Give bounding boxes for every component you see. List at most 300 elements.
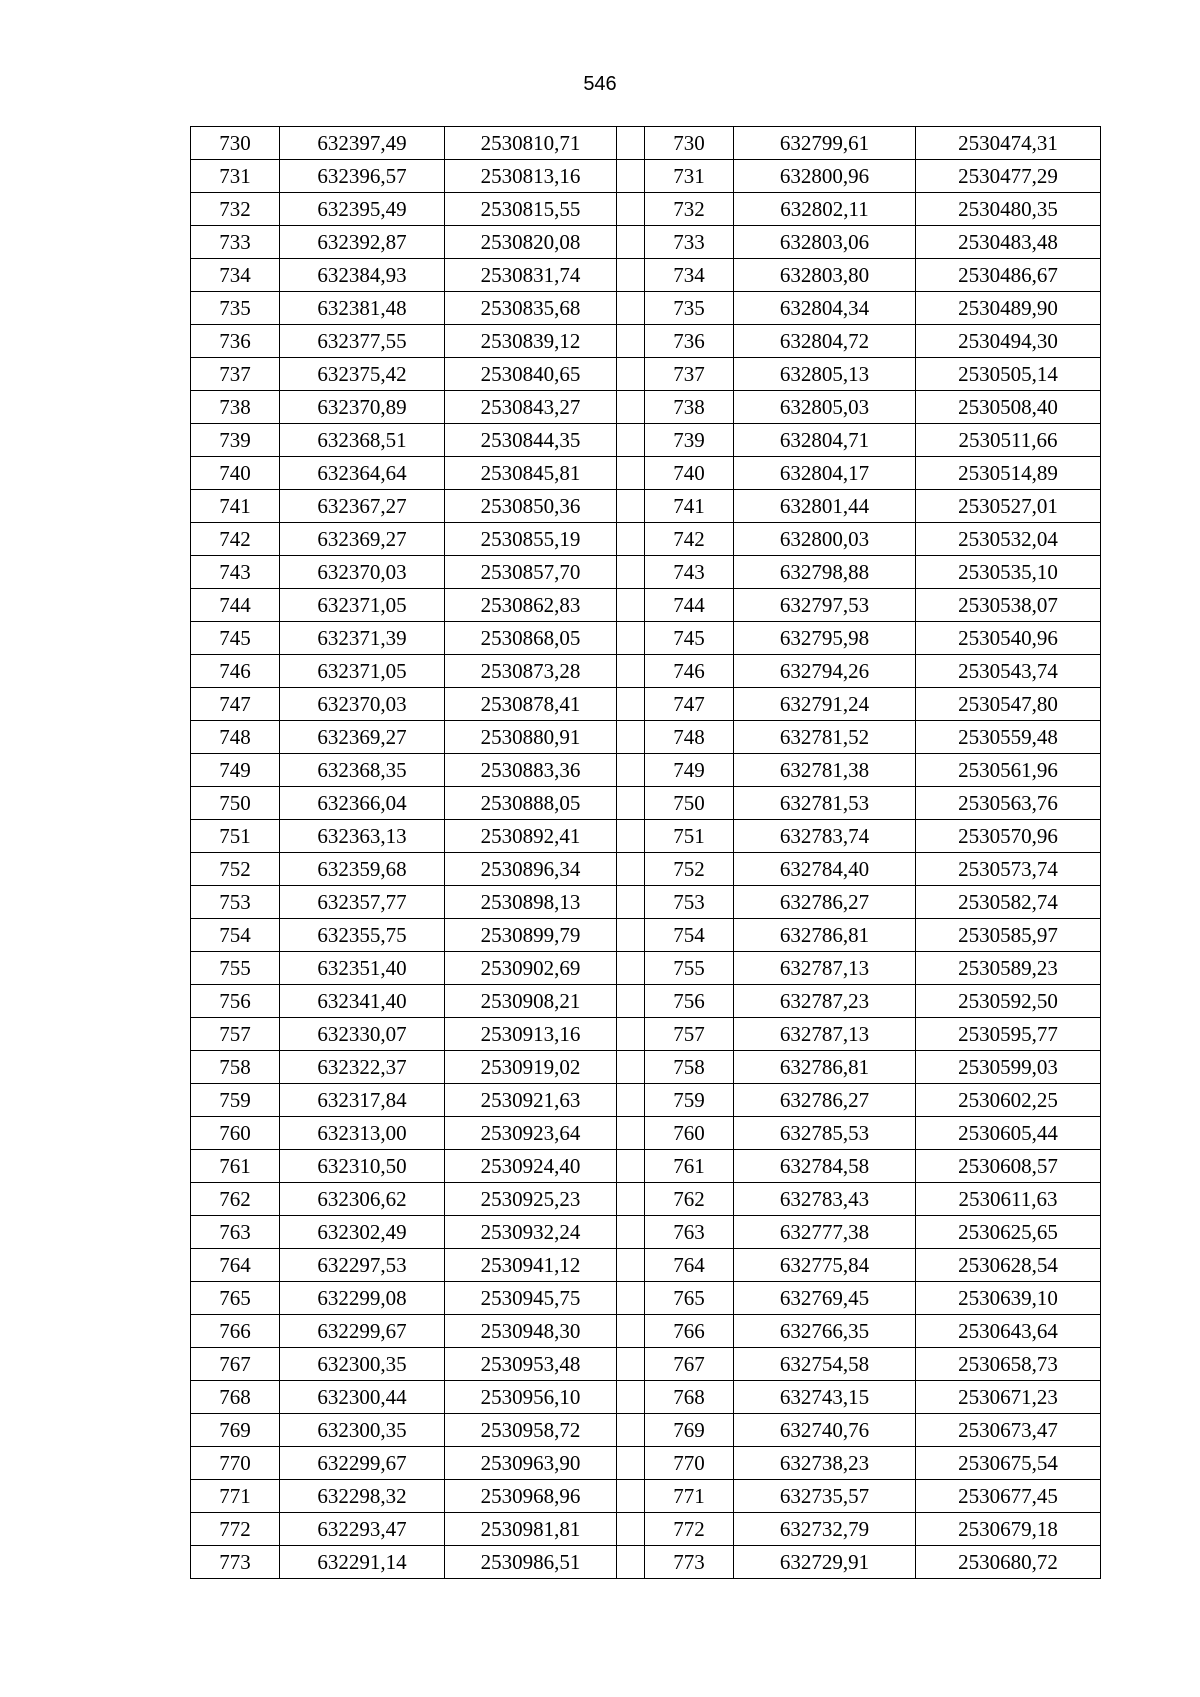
left-point-number-cell: 768 bbox=[191, 1381, 280, 1414]
table-row bbox=[191, 127, 1101, 160]
table-row bbox=[191, 193, 1101, 226]
right-y-coordinate-cell: 2530486,67 bbox=[916, 259, 1101, 292]
table-row bbox=[191, 1480, 1101, 1513]
right-x-coordinate-cell: 632801,44 bbox=[734, 490, 916, 523]
left-y-coordinate-cell: 2530956,10 bbox=[445, 1381, 617, 1414]
left-point-number-cell: 767 bbox=[191, 1348, 280, 1381]
table-row bbox=[191, 688, 1101, 721]
left-x-coordinate-cell: 632300,35 bbox=[280, 1414, 445, 1447]
right-x-coordinate-cell: 632804,72 bbox=[734, 325, 916, 358]
left-point-number-cell: 738 bbox=[191, 391, 280, 424]
left-point-number-cell: 746 bbox=[191, 655, 280, 688]
right-x-coordinate-cell: 632732,79 bbox=[734, 1513, 916, 1546]
left-point-number-cell: 757 bbox=[191, 1018, 280, 1051]
spacer-cell bbox=[617, 1480, 645, 1513]
table-row bbox=[191, 292, 1101, 325]
table-row bbox=[191, 787, 1101, 820]
left-y-coordinate-cell: 2530945,75 bbox=[445, 1282, 617, 1315]
spacer-cell bbox=[617, 391, 645, 424]
table-row bbox=[191, 1315, 1101, 1348]
right-point-number-cell: 748 bbox=[645, 721, 734, 754]
right-point-number-cell: 741 bbox=[645, 490, 734, 523]
spacer-cell bbox=[617, 820, 645, 853]
left-point-number-cell: 760 bbox=[191, 1117, 280, 1150]
table-row bbox=[191, 589, 1101, 622]
spacer-cell bbox=[617, 1513, 645, 1546]
right-y-coordinate-cell: 2530639,10 bbox=[916, 1282, 1101, 1315]
spacer-cell bbox=[617, 358, 645, 391]
right-y-coordinate-cell: 2530643,64 bbox=[916, 1315, 1101, 1348]
left-point-number-cell: 740 bbox=[191, 457, 280, 490]
left-x-coordinate-cell: 632368,51 bbox=[280, 424, 445, 457]
left-x-coordinate-cell: 632300,44 bbox=[280, 1381, 445, 1414]
left-point-number-cell: 773 bbox=[191, 1546, 280, 1579]
left-y-coordinate-cell: 2530898,13 bbox=[445, 886, 617, 919]
right-x-coordinate-cell: 632800,96 bbox=[734, 160, 916, 193]
left-x-coordinate-cell: 632371,05 bbox=[280, 589, 445, 622]
right-y-coordinate-cell: 2530474,31 bbox=[916, 127, 1101, 160]
left-point-number-cell: 753 bbox=[191, 886, 280, 919]
left-y-coordinate-cell: 2530941,12 bbox=[445, 1249, 617, 1282]
left-y-coordinate-cell: 2530843,27 bbox=[445, 391, 617, 424]
left-point-number-cell: 755 bbox=[191, 952, 280, 985]
left-point-number-cell: 766 bbox=[191, 1315, 280, 1348]
left-x-coordinate-cell: 632355,75 bbox=[280, 919, 445, 952]
left-y-coordinate-cell: 2530840,65 bbox=[445, 358, 617, 391]
right-y-coordinate-cell: 2530673,47 bbox=[916, 1414, 1101, 1447]
right-point-number-cell: 770 bbox=[645, 1447, 734, 1480]
right-x-coordinate-cell: 632775,84 bbox=[734, 1249, 916, 1282]
right-y-coordinate-cell: 2530585,97 bbox=[916, 919, 1101, 952]
table-row bbox=[191, 622, 1101, 655]
left-y-coordinate-cell: 2530899,79 bbox=[445, 919, 617, 952]
table-row bbox=[191, 1546, 1101, 1579]
left-y-coordinate-cell: 2530844,35 bbox=[445, 424, 617, 457]
left-point-number-cell: 743 bbox=[191, 556, 280, 589]
right-y-coordinate-cell: 2530611,63 bbox=[916, 1183, 1101, 1216]
left-x-coordinate-cell: 632291,14 bbox=[280, 1546, 445, 1579]
right-point-number-cell: 764 bbox=[645, 1249, 734, 1282]
right-x-coordinate-cell: 632791,24 bbox=[734, 688, 916, 721]
left-y-coordinate-cell: 2530981,81 bbox=[445, 1513, 617, 1546]
left-y-coordinate-cell: 2530902,69 bbox=[445, 952, 617, 985]
table-row bbox=[191, 1348, 1101, 1381]
left-x-coordinate-cell: 632384,93 bbox=[280, 259, 445, 292]
right-point-number-cell: 757 bbox=[645, 1018, 734, 1051]
left-y-coordinate-cell: 2530953,48 bbox=[445, 1348, 617, 1381]
table-row bbox=[191, 160, 1101, 193]
left-x-coordinate-cell: 632359,68 bbox=[280, 853, 445, 886]
right-point-number-cell: 734 bbox=[645, 259, 734, 292]
spacer-cell bbox=[617, 754, 645, 787]
left-y-coordinate-cell: 2530839,12 bbox=[445, 325, 617, 358]
right-x-coordinate-cell: 632783,43 bbox=[734, 1183, 916, 1216]
right-x-coordinate-cell: 632805,03 bbox=[734, 391, 916, 424]
left-y-coordinate-cell: 2530963,90 bbox=[445, 1447, 617, 1480]
right-y-coordinate-cell: 2530483,48 bbox=[916, 226, 1101, 259]
left-point-number-cell: 734 bbox=[191, 259, 280, 292]
right-point-number-cell: 749 bbox=[645, 754, 734, 787]
right-x-coordinate-cell: 632786,27 bbox=[734, 1084, 916, 1117]
left-point-number-cell: 764 bbox=[191, 1249, 280, 1282]
left-x-coordinate-cell: 632297,53 bbox=[280, 1249, 445, 1282]
right-x-coordinate-cell: 632777,38 bbox=[734, 1216, 916, 1249]
left-y-coordinate-cell: 2530896,34 bbox=[445, 853, 617, 886]
left-y-coordinate-cell: 2530845,81 bbox=[445, 457, 617, 490]
spacer-cell bbox=[617, 325, 645, 358]
right-x-coordinate-cell: 632786,81 bbox=[734, 919, 916, 952]
table-row bbox=[191, 358, 1101, 391]
table-row bbox=[191, 754, 1101, 787]
left-point-number-cell: 772 bbox=[191, 1513, 280, 1546]
spacer-cell bbox=[617, 1150, 645, 1183]
left-x-coordinate-cell: 632364,64 bbox=[280, 457, 445, 490]
right-point-number-cell: 768 bbox=[645, 1381, 734, 1414]
right-point-number-cell: 735 bbox=[645, 292, 734, 325]
left-x-coordinate-cell: 632341,40 bbox=[280, 985, 445, 1018]
left-x-coordinate-cell: 632302,49 bbox=[280, 1216, 445, 1249]
spacer-cell bbox=[617, 1381, 645, 1414]
spacer-cell bbox=[617, 490, 645, 523]
spacer-cell bbox=[617, 1348, 645, 1381]
left-point-number-cell: 759 bbox=[191, 1084, 280, 1117]
left-y-coordinate-cell: 2530925,23 bbox=[445, 1183, 617, 1216]
left-x-coordinate-cell: 632330,07 bbox=[280, 1018, 445, 1051]
right-y-coordinate-cell: 2530563,76 bbox=[916, 787, 1101, 820]
right-y-coordinate-cell: 2530540,96 bbox=[916, 622, 1101, 655]
table-row bbox=[191, 820, 1101, 853]
left-point-number-cell: 752 bbox=[191, 853, 280, 886]
table-row bbox=[191, 424, 1101, 457]
left-x-coordinate-cell: 632300,35 bbox=[280, 1348, 445, 1381]
left-y-coordinate-cell: 2530810,71 bbox=[445, 127, 617, 160]
right-point-number-cell: 771 bbox=[645, 1480, 734, 1513]
table-row bbox=[191, 952, 1101, 985]
right-y-coordinate-cell: 2530489,90 bbox=[916, 292, 1101, 325]
right-y-coordinate-cell: 2530532,04 bbox=[916, 523, 1101, 556]
table-row bbox=[191, 655, 1101, 688]
left-x-coordinate-cell: 632375,42 bbox=[280, 358, 445, 391]
spacer-cell bbox=[617, 622, 645, 655]
right-x-coordinate-cell: 632787,13 bbox=[734, 1018, 916, 1051]
table-row bbox=[191, 886, 1101, 919]
spacer-cell bbox=[617, 424, 645, 457]
left-x-coordinate-cell: 632396,57 bbox=[280, 160, 445, 193]
right-y-coordinate-cell: 2530675,54 bbox=[916, 1447, 1101, 1480]
left-x-coordinate-cell: 632370,03 bbox=[280, 556, 445, 589]
table-row bbox=[191, 1018, 1101, 1051]
table-row bbox=[191, 919, 1101, 952]
right-x-coordinate-cell: 632781,52 bbox=[734, 721, 916, 754]
table-row bbox=[191, 1051, 1101, 1084]
table-row bbox=[191, 1282, 1101, 1315]
spacer-cell bbox=[617, 853, 645, 886]
left-point-number-cell: 771 bbox=[191, 1480, 280, 1513]
left-x-coordinate-cell: 632369,27 bbox=[280, 523, 445, 556]
left-point-number-cell: 754 bbox=[191, 919, 280, 952]
spacer-cell bbox=[617, 688, 645, 721]
right-y-coordinate-cell: 2530592,50 bbox=[916, 985, 1101, 1018]
left-y-coordinate-cell: 2530873,28 bbox=[445, 655, 617, 688]
spacer-cell bbox=[617, 787, 645, 820]
right-point-number-cell: 763 bbox=[645, 1216, 734, 1249]
right-y-coordinate-cell: 2530679,18 bbox=[916, 1513, 1101, 1546]
right-y-coordinate-cell: 2530527,01 bbox=[916, 490, 1101, 523]
right-y-coordinate-cell: 2530570,96 bbox=[916, 820, 1101, 853]
right-point-number-cell: 733 bbox=[645, 226, 734, 259]
right-point-number-cell: 732 bbox=[645, 193, 734, 226]
right-x-coordinate-cell: 632804,71 bbox=[734, 424, 916, 457]
right-x-coordinate-cell: 632803,06 bbox=[734, 226, 916, 259]
left-point-number-cell: 750 bbox=[191, 787, 280, 820]
right-x-coordinate-cell: 632783,74 bbox=[734, 820, 916, 853]
left-y-coordinate-cell: 2530880,91 bbox=[445, 721, 617, 754]
right-y-coordinate-cell: 2530514,89 bbox=[916, 457, 1101, 490]
left-point-number-cell: 748 bbox=[191, 721, 280, 754]
left-x-coordinate-cell: 632392,87 bbox=[280, 226, 445, 259]
spacer-cell bbox=[617, 523, 645, 556]
left-x-coordinate-cell: 632377,55 bbox=[280, 325, 445, 358]
spacer-cell bbox=[617, 985, 645, 1018]
table-row bbox=[191, 391, 1101, 424]
table-row bbox=[191, 325, 1101, 358]
table-row bbox=[191, 1414, 1101, 1447]
left-x-coordinate-cell: 632351,40 bbox=[280, 952, 445, 985]
spacer-cell bbox=[617, 886, 645, 919]
spacer-cell bbox=[617, 1249, 645, 1282]
right-point-number-cell: 752 bbox=[645, 853, 734, 886]
spacer-cell bbox=[617, 556, 645, 589]
table-row bbox=[191, 1381, 1101, 1414]
right-point-number-cell: 746 bbox=[645, 655, 734, 688]
right-x-coordinate-cell: 632797,53 bbox=[734, 589, 916, 622]
table-row bbox=[191, 523, 1101, 556]
right-x-coordinate-cell: 632803,80 bbox=[734, 259, 916, 292]
left-x-coordinate-cell: 632299,67 bbox=[280, 1447, 445, 1480]
left-y-coordinate-cell: 2530862,83 bbox=[445, 589, 617, 622]
right-point-number-cell: 753 bbox=[645, 886, 734, 919]
right-y-coordinate-cell: 2530658,73 bbox=[916, 1348, 1101, 1381]
left-y-coordinate-cell: 2530835,68 bbox=[445, 292, 617, 325]
left-x-coordinate-cell: 632363,13 bbox=[280, 820, 445, 853]
left-point-number-cell: 751 bbox=[191, 820, 280, 853]
right-x-coordinate-cell: 632805,13 bbox=[734, 358, 916, 391]
table-row bbox=[191, 1150, 1101, 1183]
right-x-coordinate-cell: 632743,15 bbox=[734, 1381, 916, 1414]
table-row bbox=[191, 721, 1101, 754]
left-y-coordinate-cell: 2530968,96 bbox=[445, 1480, 617, 1513]
table-row bbox=[191, 457, 1101, 490]
right-x-coordinate-cell: 632800,03 bbox=[734, 523, 916, 556]
right-x-coordinate-cell: 632766,35 bbox=[734, 1315, 916, 1348]
left-point-number-cell: 770 bbox=[191, 1447, 280, 1480]
spacer-cell bbox=[617, 1084, 645, 1117]
right-y-coordinate-cell: 2530505,14 bbox=[916, 358, 1101, 391]
left-x-coordinate-cell: 632306,62 bbox=[280, 1183, 445, 1216]
table-row bbox=[191, 985, 1101, 1018]
right-point-number-cell: 730 bbox=[645, 127, 734, 160]
left-y-coordinate-cell: 2530831,74 bbox=[445, 259, 617, 292]
left-point-number-cell: 762 bbox=[191, 1183, 280, 1216]
right-y-coordinate-cell: 2530599,03 bbox=[916, 1051, 1101, 1084]
table-row bbox=[191, 1084, 1101, 1117]
right-point-number-cell: 740 bbox=[645, 457, 734, 490]
left-point-number-cell: 763 bbox=[191, 1216, 280, 1249]
spacer-cell bbox=[617, 1315, 645, 1348]
right-point-number-cell: 758 bbox=[645, 1051, 734, 1084]
spacer-cell bbox=[617, 1546, 645, 1579]
left-y-coordinate-cell: 2530857,70 bbox=[445, 556, 617, 589]
left-y-coordinate-cell: 2530908,21 bbox=[445, 985, 617, 1018]
right-point-number-cell: 769 bbox=[645, 1414, 734, 1447]
table-row bbox=[191, 226, 1101, 259]
left-y-coordinate-cell: 2530855,19 bbox=[445, 523, 617, 556]
right-y-coordinate-cell: 2530543,74 bbox=[916, 655, 1101, 688]
coordinates-table bbox=[190, 126, 1101, 1579]
right-x-coordinate-cell: 632795,98 bbox=[734, 622, 916, 655]
left-x-coordinate-cell: 632367,27 bbox=[280, 490, 445, 523]
right-y-coordinate-cell: 2530625,65 bbox=[916, 1216, 1101, 1249]
right-y-coordinate-cell: 2530582,74 bbox=[916, 886, 1101, 919]
right-x-coordinate-cell: 632738,23 bbox=[734, 1447, 916, 1480]
spacer-cell bbox=[617, 919, 645, 952]
left-point-number-cell: 742 bbox=[191, 523, 280, 556]
right-point-number-cell: 747 bbox=[645, 688, 734, 721]
right-x-coordinate-cell: 632781,38 bbox=[734, 754, 916, 787]
right-point-number-cell: 743 bbox=[645, 556, 734, 589]
spacer-cell bbox=[617, 721, 645, 754]
spacer-cell bbox=[617, 160, 645, 193]
right-y-coordinate-cell: 2530608,57 bbox=[916, 1150, 1101, 1183]
spacer-cell bbox=[617, 127, 645, 160]
left-x-coordinate-cell: 632395,49 bbox=[280, 193, 445, 226]
left-y-coordinate-cell: 2530986,51 bbox=[445, 1546, 617, 1579]
spacer-cell bbox=[617, 1117, 645, 1150]
left-point-number-cell: 737 bbox=[191, 358, 280, 391]
right-y-coordinate-cell: 2530589,23 bbox=[916, 952, 1101, 985]
left-x-coordinate-cell: 632370,03 bbox=[280, 688, 445, 721]
left-point-number-cell: 736 bbox=[191, 325, 280, 358]
right-y-coordinate-cell: 2530538,07 bbox=[916, 589, 1101, 622]
right-point-number-cell: 756 bbox=[645, 985, 734, 1018]
left-point-number-cell: 758 bbox=[191, 1051, 280, 1084]
left-y-coordinate-cell: 2530892,41 bbox=[445, 820, 617, 853]
right-y-coordinate-cell: 2530535,10 bbox=[916, 556, 1101, 589]
right-y-coordinate-cell: 2530573,74 bbox=[916, 853, 1101, 886]
left-x-coordinate-cell: 632298,32 bbox=[280, 1480, 445, 1513]
spacer-cell bbox=[617, 952, 645, 985]
right-x-coordinate-cell: 632729,91 bbox=[734, 1546, 916, 1579]
right-y-coordinate-cell: 2530602,25 bbox=[916, 1084, 1101, 1117]
spacer-cell bbox=[617, 1183, 645, 1216]
left-point-number-cell: 741 bbox=[191, 490, 280, 523]
right-y-coordinate-cell: 2530680,72 bbox=[916, 1546, 1101, 1579]
table-row bbox=[191, 1117, 1101, 1150]
right-point-number-cell: 761 bbox=[645, 1150, 734, 1183]
right-point-number-cell: 738 bbox=[645, 391, 734, 424]
right-x-coordinate-cell: 632802,11 bbox=[734, 193, 916, 226]
left-y-coordinate-cell: 2530913,16 bbox=[445, 1018, 617, 1051]
left-x-coordinate-cell: 632299,67 bbox=[280, 1315, 445, 1348]
right-y-coordinate-cell: 2530480,35 bbox=[916, 193, 1101, 226]
right-point-number-cell: 737 bbox=[645, 358, 734, 391]
left-point-number-cell: 765 bbox=[191, 1282, 280, 1315]
page-number: 546 bbox=[583, 73, 617, 95]
left-y-coordinate-cell: 2530878,41 bbox=[445, 688, 617, 721]
right-x-coordinate-cell: 632769,45 bbox=[734, 1282, 916, 1315]
left-x-coordinate-cell: 632397,49 bbox=[280, 127, 445, 160]
spacer-cell bbox=[617, 457, 645, 490]
spacer-cell bbox=[617, 292, 645, 325]
table-row bbox=[191, 1183, 1101, 1216]
right-y-coordinate-cell: 2530494,30 bbox=[916, 325, 1101, 358]
right-point-number-cell: 765 bbox=[645, 1282, 734, 1315]
right-point-number-cell: 760 bbox=[645, 1117, 734, 1150]
right-point-number-cell: 772 bbox=[645, 1513, 734, 1546]
right-x-coordinate-cell: 632740,76 bbox=[734, 1414, 916, 1447]
right-x-coordinate-cell: 632787,13 bbox=[734, 952, 916, 985]
left-y-coordinate-cell: 2530932,24 bbox=[445, 1216, 617, 1249]
left-point-number-cell: 745 bbox=[191, 622, 280, 655]
left-x-coordinate-cell: 632317,84 bbox=[280, 1084, 445, 1117]
table-row bbox=[191, 1447, 1101, 1480]
right-x-coordinate-cell: 632784,40 bbox=[734, 853, 916, 886]
left-point-number-cell: 747 bbox=[191, 688, 280, 721]
left-y-coordinate-cell: 2530958,72 bbox=[445, 1414, 617, 1447]
spacer-cell bbox=[617, 655, 645, 688]
table-row bbox=[191, 490, 1101, 523]
spacer-cell bbox=[617, 259, 645, 292]
left-x-coordinate-cell: 632371,05 bbox=[280, 655, 445, 688]
left-x-coordinate-cell: 632357,77 bbox=[280, 886, 445, 919]
right-x-coordinate-cell: 632754,58 bbox=[734, 1348, 916, 1381]
left-y-coordinate-cell: 2530850,36 bbox=[445, 490, 617, 523]
left-x-coordinate-cell: 632310,50 bbox=[280, 1150, 445, 1183]
left-x-coordinate-cell: 632370,89 bbox=[280, 391, 445, 424]
left-y-coordinate-cell: 2530883,36 bbox=[445, 754, 617, 787]
coordinates-table-body bbox=[191, 127, 1101, 1579]
spacer-cell bbox=[617, 1216, 645, 1249]
right-y-coordinate-cell: 2530605,44 bbox=[916, 1117, 1101, 1150]
spacer-cell bbox=[617, 226, 645, 259]
left-point-number-cell: 769 bbox=[191, 1414, 280, 1447]
right-y-coordinate-cell: 2530559,48 bbox=[916, 721, 1101, 754]
left-y-coordinate-cell: 2530888,05 bbox=[445, 787, 617, 820]
right-x-coordinate-cell: 632786,27 bbox=[734, 886, 916, 919]
table-row bbox=[191, 1513, 1101, 1546]
left-y-coordinate-cell: 2530919,02 bbox=[445, 1051, 617, 1084]
right-y-coordinate-cell: 2530511,66 bbox=[916, 424, 1101, 457]
left-point-number-cell: 733 bbox=[191, 226, 280, 259]
left-x-coordinate-cell: 632293,47 bbox=[280, 1513, 445, 1546]
right-point-number-cell: 742 bbox=[645, 523, 734, 556]
left-point-number-cell: 744 bbox=[191, 589, 280, 622]
right-y-coordinate-cell: 2530561,96 bbox=[916, 754, 1101, 787]
spacer-cell bbox=[617, 193, 645, 226]
table-row bbox=[191, 1216, 1101, 1249]
right-x-coordinate-cell: 632785,53 bbox=[734, 1117, 916, 1150]
left-x-coordinate-cell: 632313,00 bbox=[280, 1117, 445, 1150]
left-x-coordinate-cell: 632366,04 bbox=[280, 787, 445, 820]
right-point-number-cell: 755 bbox=[645, 952, 734, 985]
spacer-cell bbox=[617, 1018, 645, 1051]
right-point-number-cell: 762 bbox=[645, 1183, 734, 1216]
left-point-number-cell: 731 bbox=[191, 160, 280, 193]
left-x-coordinate-cell: 632381,48 bbox=[280, 292, 445, 325]
left-y-coordinate-cell: 2530868,05 bbox=[445, 622, 617, 655]
left-y-coordinate-cell: 2530923,64 bbox=[445, 1117, 617, 1150]
spacer-cell bbox=[617, 1414, 645, 1447]
